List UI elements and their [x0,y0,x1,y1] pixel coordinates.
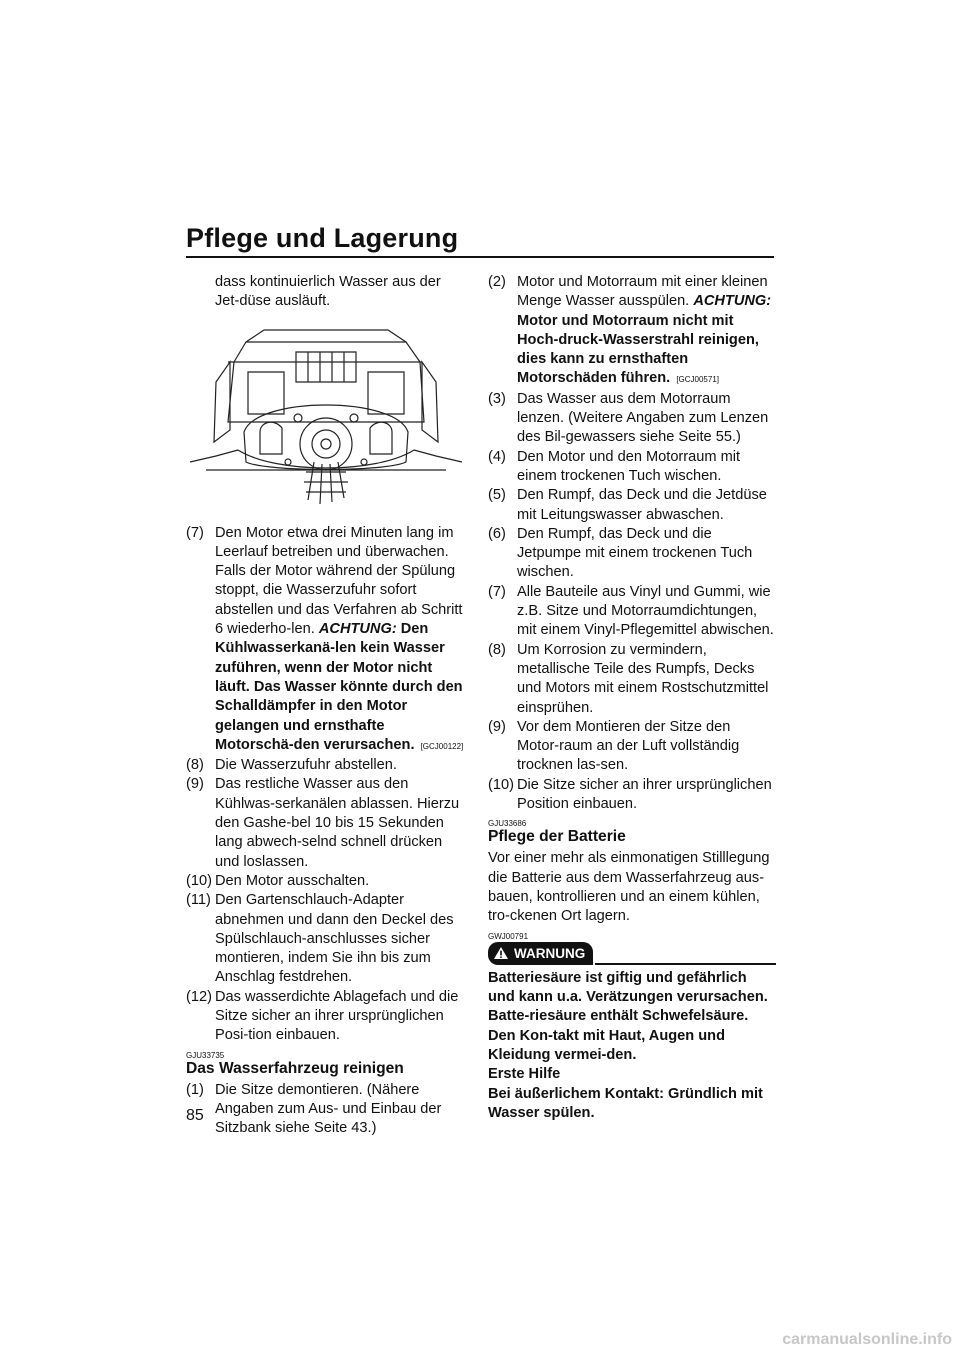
list-item [488,273,776,390]
item-text: Den Motor und den Motorraum mit einem trockenen Tuch wischen. [517,448,741,484]
list-item [186,775,466,871]
list-item [186,988,466,1046]
item-number: (2) [488,274,506,290]
section-heading: Das Wasserfahrzeug reinigen [186,1059,404,1077]
warning-label: WARNUNG [514,945,586,961]
title-rule [186,256,774,258]
list-item [488,776,776,815]
list-item [186,872,466,891]
item-text: Das wasserdichte Ablagefach und die Sitze sicher an ihrer ursprünglichen Posi-tion einbauen. [215,988,459,1044]
item-number: (8) [488,641,506,658]
page-title: Pflege und Lagerung [186,223,459,253]
caution-label: ACHTUNG: [693,293,772,310]
item-text: Motor und Motorraum mit einer kleinen Menge Wasser ausspülen. [517,274,768,310]
item-text: Alle Bauteile aus Vinyl und Gummi, wie z.B. Sitze und Motorraumdichtungen, mit einem Vinyl-Pflegemittel abwischen. [517,583,774,639]
list-item [488,718,776,776]
warning-id: GWJ00791 [488,931,529,941]
item-number: (12) [186,988,212,1005]
list-item [488,486,776,525]
list-item [488,641,776,718]
caution-text: Motor und Motorraum nicht mit Hoch-druck-Wasserstrahl reinigen, dies kann zu ernsthaften Motorschäden führen. [517,312,759,387]
page-number: 85 [186,1107,204,1124]
list-item [488,525,776,583]
item-number: (4) [488,448,506,465]
caution-label: ACHTUNG: [318,621,397,638]
item-text: Den Gartenschlauch-Adapter abnehmen und dann den Deckel des Spülschlauch-anschlusses sicher montieren, indem Sie ihn bis zum Anschlag festdrehen. [215,892,454,986]
item-text: Das restliche Wasser aus den Kühlwas-serkanälen ablassen. Hierzu den Gashe-bel 10 bis 15 Sekunden lang abwech-selnd schnell drücken und loslassen. [215,776,460,870]
item-number: (10) [186,872,212,889]
list-item [186,524,466,757]
section-id: GJU33686 [488,819,527,829]
list-item [186,756,466,775]
warning-text: Batteriesäure ist giftig und gefährlich und kann u.a. Verätzungen verursachen. Batte-riesäure enthält Schwefelsäure. Den Kon-takt mit Haut, Augen und Kleidung vermei-den. [488,969,768,1063]
item-text: Die Sitze sicher an ihrer ursprünglichen Position einbauen. [517,776,772,813]
caution-text: Den Kühlwasserkanä-len kein Wasser zuführen, wenn der Motor nicht läuft. Das Wasser könnte durch den Schalldämpfer in den Motor gelangen und ernsthafte Motorschä-den verursachen. [215,621,463,753]
item-text: Den Motor ausschalten. [215,872,370,889]
item-number: (11) [186,892,211,909]
item-text: Die Sitze demontieren. (Nähere Angaben zum Aus- und Einbau der Sitzbank siehe Seite 43.) [215,1081,442,1137]
item-number: (5) [488,487,506,504]
item-number: (9) [488,718,506,735]
item-number: (8) [186,757,204,774]
item-number: (9) [186,776,204,793]
item-number: (3) [488,390,506,407]
caution-code: [GCJ00571] [676,375,720,385]
warning-badge [488,942,593,965]
section-heading: Pflege der Batterie [488,828,626,846]
left-column [186,273,466,1139]
caution-code: [GCJ00122] [420,741,464,751]
section-id: GJU33735 [186,1050,225,1060]
item-number: (7) [186,524,204,541]
battery-text: Vor einer mehr als einmonatigen Stilllegung die Batterie aus dem Wasserfahrzeug aus-bauen, kontrollieren und an einem kühlen, tro-ckenen Ort lagern. [488,850,770,925]
list-item [488,390,776,448]
list-item [488,448,776,487]
item-number: (7) [488,583,506,600]
right-column [488,273,776,1123]
engine-flush-illustration [186,322,466,510]
item-text: Die Wasserzufuhr abstellen. [215,757,397,774]
warning-header [488,942,776,965]
item-number: (6) [488,525,506,542]
list-item [186,1081,466,1139]
intro-text: dass kontinuierlich Wasser aus der Jet-düse ausläuft. [215,274,441,310]
first-aid-text: Bei äußerlichem Kontakt: Gründlich mit Wasser spülen. [488,1085,763,1121]
item-text: Den Rumpf, das Deck und die Jetdüse mit Leitungswasser abwaschen. [517,487,767,523]
item-text: Den Rumpf, das Deck und die Jetpumpe mit einem trockenen Tuch wischen. [517,525,753,581]
watermark: carmanualsonline.info [782,1331,952,1348]
first-aid-title: Erste Hilfe [488,1066,561,1083]
item-number: (10) [488,776,514,793]
list-item [488,583,776,641]
warning-rule [595,963,776,965]
item-text: Um Korrosion zu vermindern, metallische Teile des Rumpfs, Decks und Motors mit einem Rostschutzmittel einsprühen. [517,641,769,716]
item-number: (1) [186,1081,204,1098]
list-item [186,891,466,987]
warning-triangle-icon [493,946,509,960]
item-text: Das Wasser aus dem Motorraum lenzen. (Weitere Angaben zum Lenzen des Bil-gewassers siehe Seite 55.) [517,390,769,446]
item-text: Vor dem Montieren der Sitze den Motor-raum an der Luft vollständig trocknen las-sen. [517,718,740,774]
item-text: Den Motor etwa drei Minuten lang im Leerlauf betreiben und überwachen. Falls der Motor während der Spülung stoppt, die Wasserzufuhr sofort abstellen und das Verfahren ab Schritt 6 wiederho-len. [215,524,463,638]
